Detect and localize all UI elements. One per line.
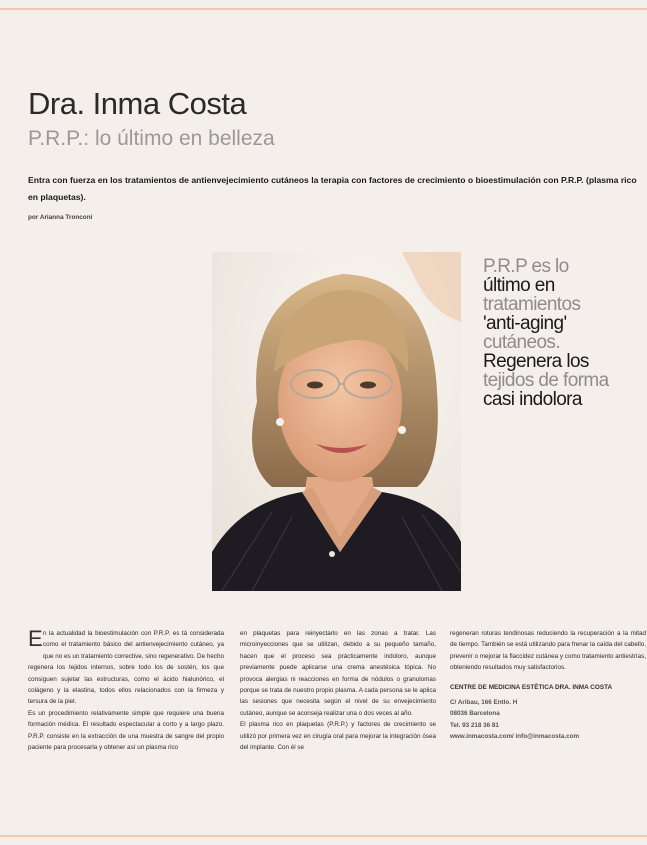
- pull-quote: [483, 257, 645, 409]
- article-title: Dra. Inma Costa: [28, 86, 247, 121]
- portrait-photo: [212, 252, 461, 591]
- body-paragraph: En la actualidad la bioestimulación con P.R.P. es tá considerada como el tratamiento básico del antienvejecimiento cutáneo, ya que no es un tratamiento corrective, sino regenerativo. De hecho regenera los tejidos internos, sobre todo los de sostén, los que consiguen sujetar las estructuras, como el ácido hialunórico, el colágeno y la elastina, todos ellos relacionados con la firmeza y tersura de la piel.: [28, 626, 224, 706]
- body-paragraph: El plasma rico en plaquetas (P.R.P.) y factores de crecimiento se utilizó por primera vez en cirugía oral para mejorar la integración ósea del implante. Con él se: [240, 721, 436, 752]
- article-subtitle: P.R.P.: lo último en belleza: [28, 127, 275, 150]
- lead-paragraph: Entra con fuerza en los tratamientos de antienvejecimiento cutáneos la terapia con factores de crecimiento o bioestimulación con P.R.P. (plasma rico en plaquetas).: [28, 175, 637, 202]
- contact-web-link[interactable]: www.inmacosta.com/ info@inmacosta.com: [450, 733, 580, 741]
- pull-quote-line: tratamientos: [483, 294, 581, 315]
- body-column-2: [240, 628, 436, 753]
- body-paragraph: en plaquetas para reinyectarlo en las zonas a tratar. Las microinyecciones que se utilizan, debido a su pequeño tamaño, hacen que el proceso sea prácticamente indoloro, aunque previamente puede aplicarse una crema anestésica tópica. No provoca alergias ni reacciones en forma de nódulos o granulomas porque se trata de nuestro propio plasma. A cada persona se le aplica las sesiones que necesita según el nivel de su envejecimiento cutáneo, aunque se aconseja realizar una o dos veces al año.: [240, 630, 436, 717]
- pull-quote-line: cutáneos.: [483, 332, 560, 353]
- body-paragraph: regeneran roturas tendinosas reduciendo la recuperación a la mitad de tiempo. También se está utilizando para frenar la caída del cabello, prevenir o mejorar la flaccidez cutánea y como tratamiento antiestrías, obteniendo resultados muy satisfactorios.: [450, 630, 646, 672]
- pull-quote-line: P.R.P es lo: [483, 256, 569, 277]
- contact-block: [450, 682, 646, 743]
- byline: por Arianna Tronconi: [28, 214, 93, 221]
- contact-address: C/ Aribau, 166 Entlo. H: [450, 699, 518, 707]
- pull-quote-line: último en: [483, 275, 555, 296]
- pull-quote-line: casi indolora: [483, 389, 582, 410]
- top-rule: [0, 8, 647, 10]
- body-column-1: [28, 628, 224, 753]
- pull-quote-line: Regenera los: [483, 351, 589, 372]
- body-paragraph: Es un procedimiento relativamente simple que requiere una buena formación médica. El resultado espectacular a corto y a largo plazo. P.R.P. consiste en la extracción de una muestra de sangre del propio paciente para procesarla y obtener así un plasma rico: [28, 709, 224, 752]
- pull-quote-line: 'anti-aging': [483, 313, 567, 334]
- contact-heading: CENTRE DE MEDICINA ESTÈTICA DRA. INMA COSTA: [450, 683, 613, 691]
- contact-phone: Tel. 93 218 36 81: [450, 721, 499, 729]
- bottom-rule: [0, 835, 647, 837]
- contact-city: 08036 Barcelona: [450, 710, 500, 718]
- body-column-3: [450, 628, 646, 743]
- pull-quote-line: tejidos de forma: [483, 370, 609, 391]
- drop-cap: E: [28, 626, 43, 651]
